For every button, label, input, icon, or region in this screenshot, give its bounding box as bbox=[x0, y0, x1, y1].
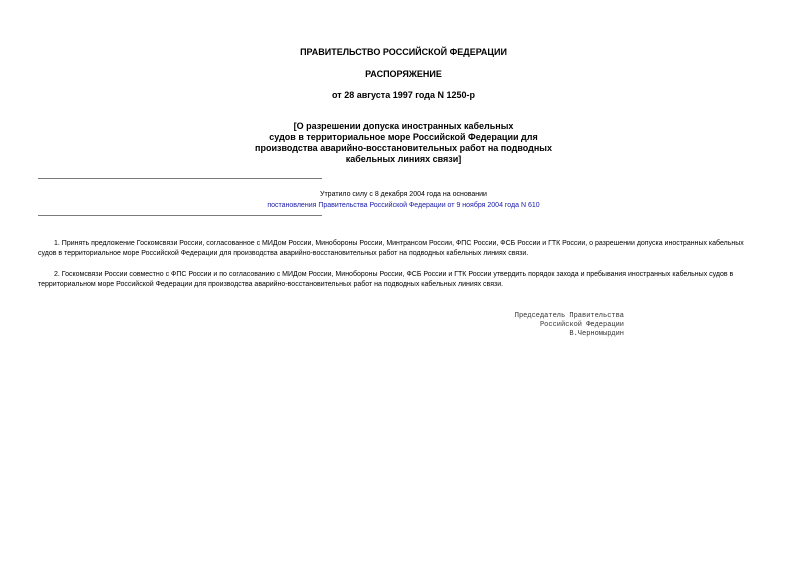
signature-block bbox=[480, 312, 624, 339]
document-type: РАСПОРЯЖЕНИЕ bbox=[365, 69, 442, 79]
paragraph-1 bbox=[38, 239, 770, 259]
government-heading: ПРАВИТЕЛЬСТВО РОССИЙСКОЙ ФЕДЕРАЦИИ bbox=[300, 47, 507, 57]
paragraph-2 bbox=[38, 270, 770, 290]
paragraph-line: 1. Принять предложение Госкомсвязи России, согласованное с МИДом России, Минобороны России, Минтрансом России, ФПС России, ФСБ России и ГТК России, о разрешении допуска иностранных кабельных bbox=[54, 240, 744, 247]
document-date-number: от 28 августа 1997 года N 1250-р bbox=[332, 90, 475, 100]
repeal-decree-link[interactable]: постановления Правительства Российской Федерации от 9 ноября 2004 года N 610 bbox=[267, 202, 540, 209]
title-line: [О разрешении допуска иностранных кабельных bbox=[293, 121, 514, 131]
title-line: судов в территориальное море Российской Федерации для bbox=[269, 132, 538, 142]
signer-position: Председатель Правительства bbox=[514, 312, 624, 320]
repeal-note-link-line bbox=[0, 201, 807, 211]
signer-name: В.Черномырдин bbox=[569, 330, 624, 338]
bottom-divider bbox=[38, 215, 322, 216]
paragraph-line: 2. Госкомсвязи России совместно с ФПС России и по согласованию с МИДом России, Минобороны России, ФСБ России и ГТК России утвердить порядок захода и пребывания иностранных кабельных судов в bbox=[54, 271, 734, 278]
title-line: производства аварийно-восстановительных работ на подводных bbox=[255, 143, 552, 153]
signer-position-country: Российской Федерации bbox=[539, 321, 624, 329]
repeal-note: Утратило силу с 8 декабря 2004 года на основании bbox=[320, 191, 487, 198]
top-divider bbox=[38, 178, 322, 179]
document-title bbox=[0, 121, 807, 165]
title-line: кабельных линиях связи] bbox=[345, 154, 462, 164]
paragraph-line: судов в территориальное море Российской Федерации для производства аварийно-восстановительных работ на подводных кабельных линиях связи. bbox=[38, 250, 529, 257]
paragraph-line: территориальном море Российской Федерации для производства аварийно-восстановительных работ на подводных кабельных линиях связи. bbox=[38, 281, 504, 288]
